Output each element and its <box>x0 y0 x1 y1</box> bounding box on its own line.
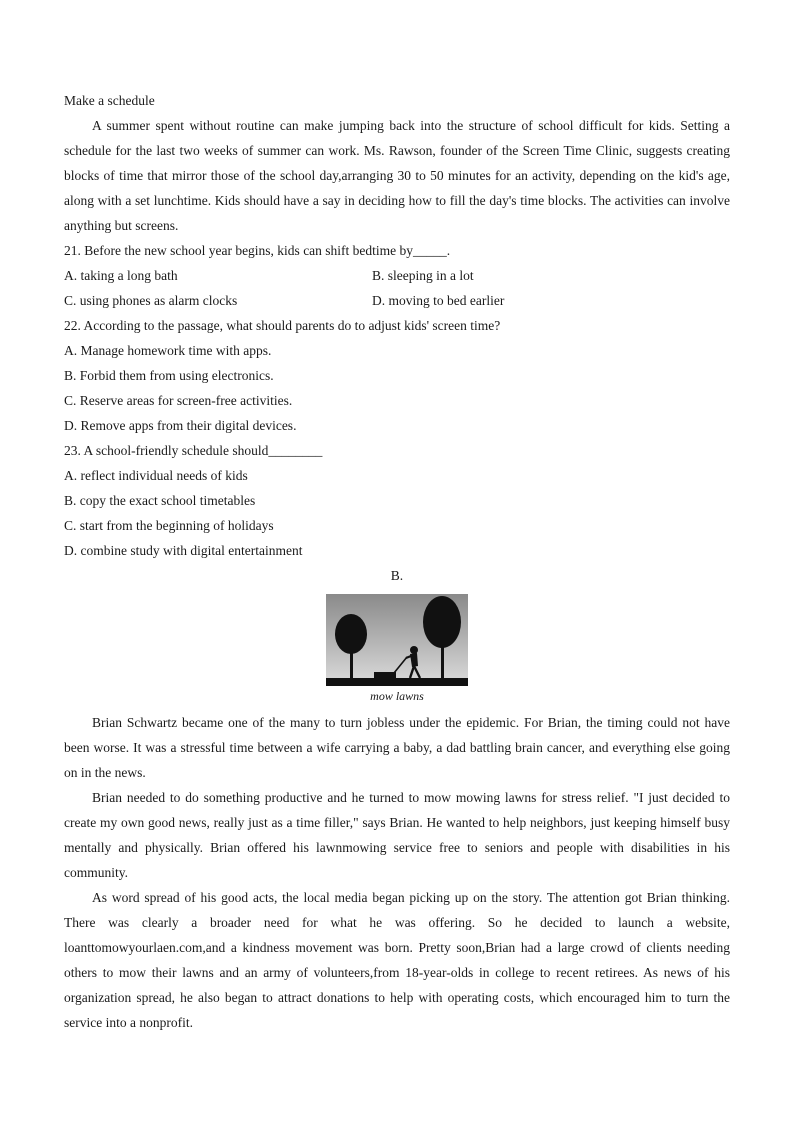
option-22-a: A. Manage homework time with apps. <box>64 343 272 358</box>
question-22-stem: 22. According to the passage, what should parents do to adjust kids' screen time? <box>64 318 501 333</box>
option-23-a: A. reflect individual needs of kids <box>64 468 248 483</box>
section-b-label: B. <box>390 568 404 583</box>
image-caption: mow lawns <box>370 689 424 703</box>
passage-b-paragraph-1: Brian Schwartz became one of the many to turn jobless under the epidemic. For Brian, the timing could not have been worse. It was a stressful time between a wife carrying a baby, a dad battling brain cancer, and everything else going on in the news. <box>64 715 730 780</box>
option-23-d: D. combine study with digital entertainment <box>64 543 303 558</box>
option-21-b: B. sleeping in a lot <box>372 268 474 283</box>
option-21-c: C. using phones as alarm clocks <box>64 293 238 308</box>
option-23-c: C. start from the beginning of holidays <box>64 518 274 533</box>
option-23-b: B. copy the exact school timetables <box>64 493 256 508</box>
option-22-b: B. Forbid them from using electronics. <box>64 368 274 383</box>
question-21-options-row-1 <box>64 263 730 288</box>
passage-b-paragraph-3: As word spread of his good acts, the local media began picking up on the story. The attention got Brian thinking. There was clearly a broader need for what he was offering. So he decided to launch a website, loanttomowyourlaen.com,and a kindness movement was born. Pretty soon,Brian had a large crowd of clients needing others to mow their lawns and an army of volunteers,from 18-year-olds in college to recent retirees. As news of his organization spread, he also began to attract donations to help with operating costs, which encouraged him to turn the service into a nonprofit. <box>64 890 730 1030</box>
passage-paragraph: A summer spent without routine can make jumping back into the structure of school difficult for kids. Setting a schedule for the last two weeks of summer can work. Ms. Rawson, founder of the Screen Time Clinic, suggests creating blocks of time that mirror those of the school day,arranging 30 to 50 minutes for an activity, depending on the kid's age, along with a set lunchtime. Kids should have a say in deciding how to fill the day's time blocks. The activities can involve anything but screens. <box>64 118 730 233</box>
mow-lawns-figure <box>64 594 730 710</box>
passage-b-paragraph-2: Brian needed to do something productive and he turned to mow mowing lawns for stress relief. "I just decided to create my own good news, really just as a time filler," says Brian. He wanted to help neighbors, just keeping himself busy mentally and physically. Brian offered his lawnmowing service free to seniors and people with disabilities in his community. <box>64 790 730 880</box>
question-21-options-row-2 <box>64 288 730 313</box>
option-22-d: D. Remove apps from their digital devices. <box>64 418 297 433</box>
option-22-c: C. Reserve areas for screen-free activities. <box>64 393 293 408</box>
section-heading: Make a schedule <box>64 93 155 108</box>
option-21-d: D. moving to bed earlier <box>372 293 505 308</box>
option-21-a: A. taking a long bath <box>64 268 178 283</box>
document-page <box>64 88 730 1035</box>
question-21-stem: 21. Before the new school year begins, kids can shift bedtime by_____. <box>64 243 451 258</box>
question-23-stem: 23. A school-friendly schedule should________ <box>64 443 323 458</box>
mow-lawns-image <box>326 594 468 686</box>
